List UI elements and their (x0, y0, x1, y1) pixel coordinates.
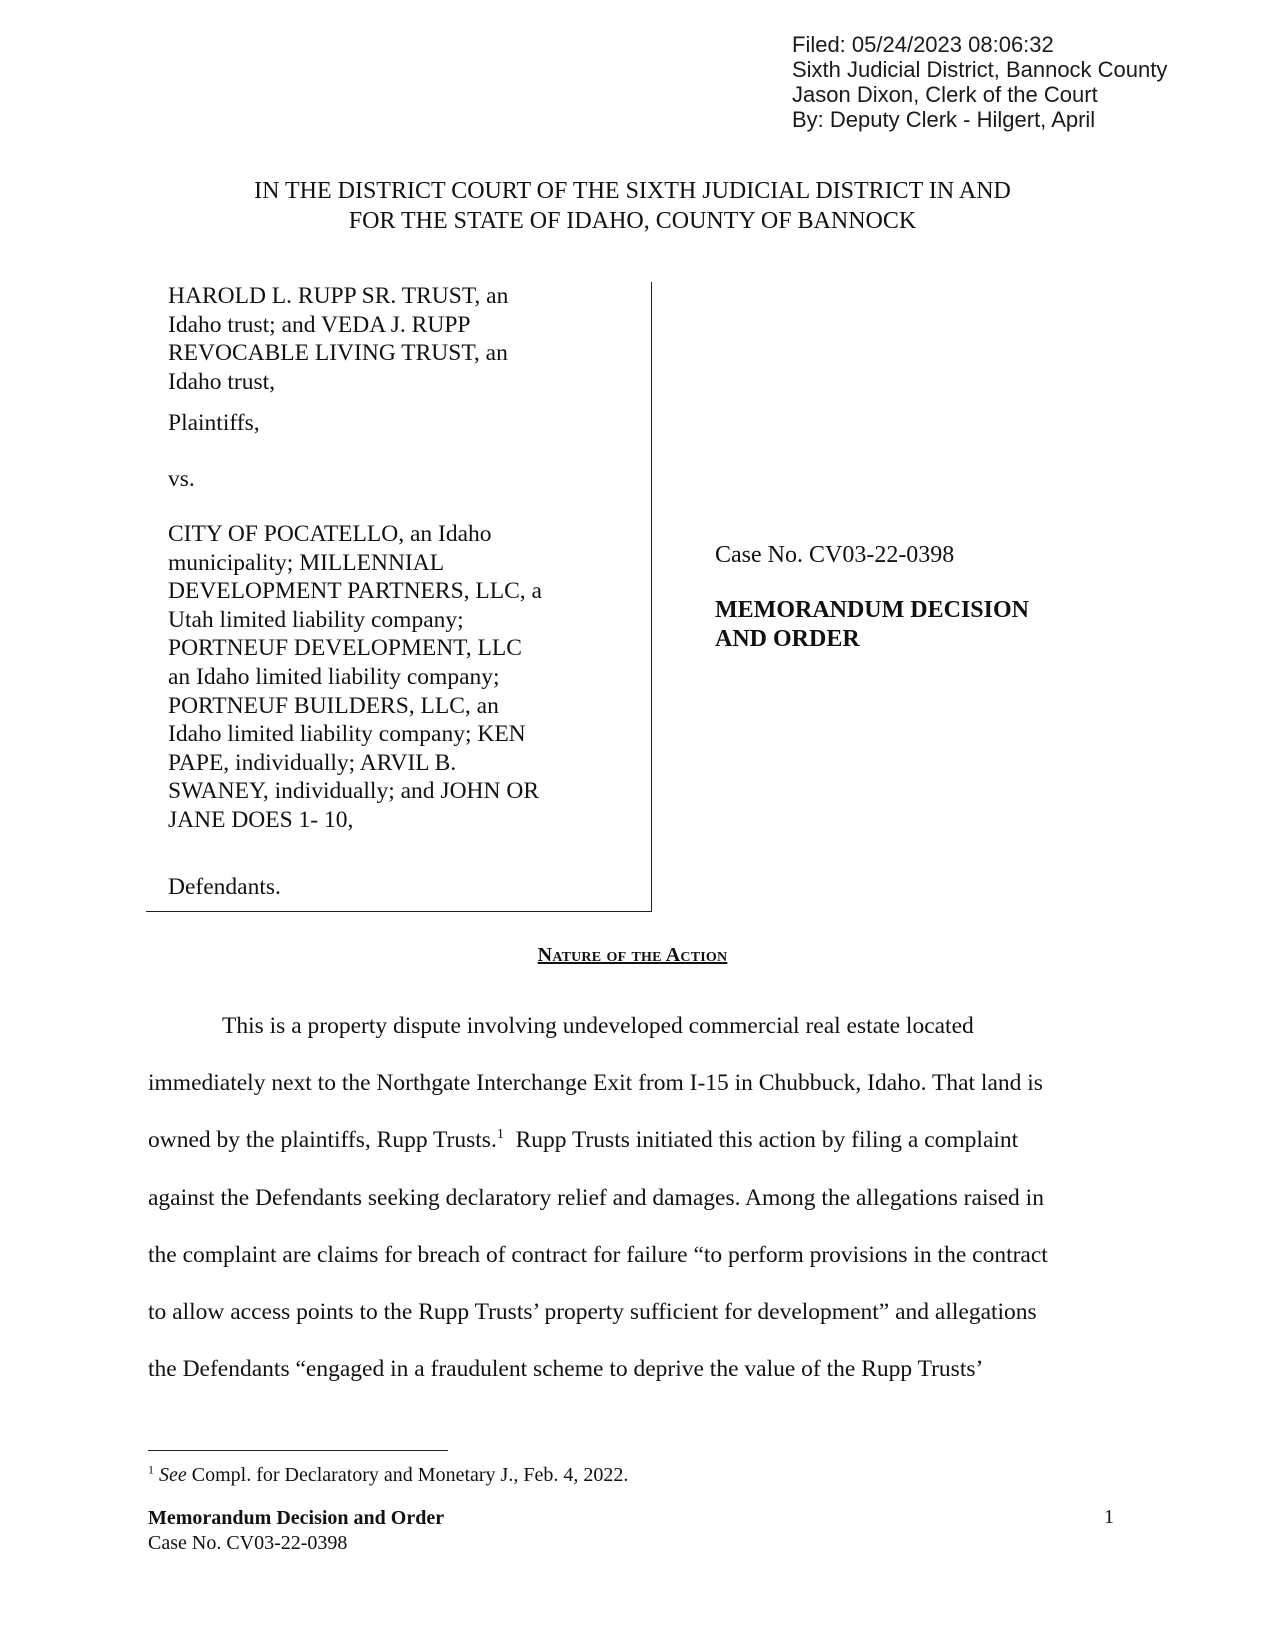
body-line: against the Defendants seeking declaratory relief and damages. Among the allegations raised in (148, 1184, 1044, 1211)
plaintiffs-line: HAROLD L. RUPP SR. TRUST, an (168, 283, 509, 309)
filing-clerk: Jason Dixon, Clerk of the Court (792, 82, 1098, 107)
court-heading-line: IN THE DISTRICT COURT OF THE SIXTH JUDICIAL DISTRICT IN AND (254, 178, 1011, 204)
filing-district: Sixth Judicial District, Bannock County (792, 57, 1168, 82)
footer-title: Memorandum Decision and Order (148, 1507, 445, 1529)
plaintiffs-line: Idaho trust; and VEDA J. RUPP (168, 311, 471, 338)
plaintiffs-line: Idaho trust, (168, 368, 276, 395)
footnote-signal: See (159, 1464, 187, 1486)
defendants-block (168, 520, 542, 835)
footnote (148, 1464, 628, 1487)
body-line: the Defendants “engaged in a fraudulent scheme to deprive the value of the Rupp Trusts’ (148, 1356, 984, 1383)
footnote-marker: 1 (148, 1462, 154, 1477)
body-line (148, 1112, 1108, 1169)
filed-date: Filed: 05/24/2023 08:06:32 (792, 32, 1054, 57)
court-heading (0, 176, 1265, 236)
defendants-role: Defendants. (168, 874, 281, 900)
defendants-line: SWANEY, individually; and JOHN OR (168, 778, 539, 805)
footnote-reference[interactable]: 1 (496, 1127, 504, 1143)
body-line: This is a property dispute involving undeveloped commercial real estate located (222, 1013, 974, 1039)
defendants-line: Utah limited liability company; (168, 606, 464, 633)
case-caption-info (715, 540, 1029, 654)
document-title (715, 596, 1029, 654)
defendants-line: PAPE, individually; ARVIL B. (168, 749, 457, 776)
court-heading-line: FOR THE STATE OF IDAHO, COUNTY OF BANNOCK (348, 208, 917, 234)
document-title-line: AND ORDER (715, 626, 860, 652)
footnote-text: Compl. for Declaratory and Monetary J., Feb. 4, 2022. (186, 1464, 629, 1486)
plaintiffs-line: REVOCABLE LIVING TRUST, an (168, 340, 508, 367)
defendants-line: PORTNEUF DEVELOPMENT, LLC (168, 635, 522, 662)
defendants-line: CITY OF POCATELLO, an Idaho (168, 521, 492, 547)
body-line: to allow access points to the Rupp Trusts’ property sufficient for development” and allegations (148, 1299, 1037, 1326)
versus: vs. (168, 466, 195, 492)
defendants-line: Idaho limited liability company; KEN (168, 721, 526, 748)
document-title-line: MEMORANDUM DECISION (715, 597, 1029, 623)
body-line-text: owned by the plaintiffs, Rupp Trusts. (148, 1127, 497, 1154)
defendants-line: JANE DOES 1- 10, (168, 806, 354, 833)
filing-stamp (792, 32, 1167, 132)
page-number: 1 (1104, 1506, 1114, 1528)
plaintiffs-role: Plaintiffs, (168, 410, 260, 436)
defendants-line: DEVELOPMENT PARTNERS, LLC, a (168, 578, 542, 605)
defendants-line: PORTNEUF BUILDERS, LLC, an (168, 692, 499, 719)
defendants-line: municipality; MILLENNIAL (168, 549, 445, 576)
body-line: immediately next to the Northgate Interchange Exit from I-15 in Chubbuck, Idaho. That land is (148, 1070, 1043, 1097)
defendants-line: an Idaho limited liability company; (168, 663, 500, 690)
plaintiffs-block (168, 282, 508, 396)
case-number: Case No. CV03-22-0398 (715, 542, 955, 568)
filing-deputy: By: Deputy Clerk - Hilgert, April (792, 107, 1096, 132)
footer-case-number: Case No. CV03-22-0398 (148, 1532, 348, 1554)
body-line: the complaint are claims for breach of contract for failure “to perform provisions in the contract (148, 1241, 1048, 1268)
body-line-text: Rupp Trusts initiated this action by filing a complaint (503, 1127, 1019, 1154)
footnote-divider (148, 1450, 448, 1451)
body-text (148, 998, 1108, 1398)
case-caption-parties (146, 282, 652, 912)
page-footer (148, 1506, 444, 1556)
section-heading: Nature of the Action (537, 944, 728, 966)
